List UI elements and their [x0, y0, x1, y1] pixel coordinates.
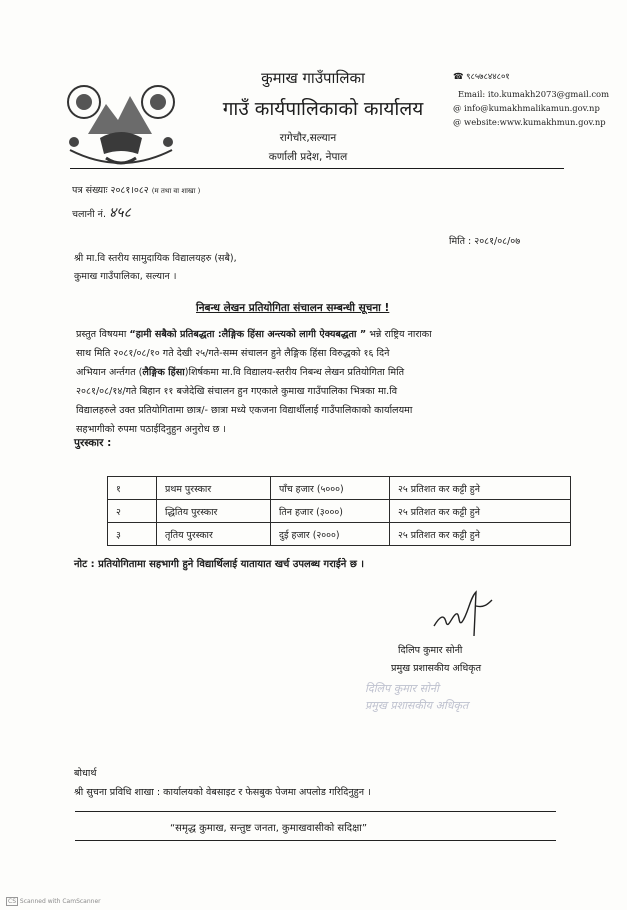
letter-number [72, 183, 200, 196]
handwritten-signature [430, 586, 500, 646]
address-line-2: कर्णाली प्रदेश, नेपाल [268, 151, 348, 163]
stamp-line-1: दिलिप कुमार सोनी [365, 682, 439, 695]
prize-amount: तिन हजार (३०००) [271, 500, 390, 523]
essay-topic: लैङ्गिक हिंसा [142, 367, 185, 378]
body-line: विद्यालहरुले उक्त प्रतियोगितामा छात्र/- छात्रा मध्ये एकजना विद्यार्थीलाई गाउँपालिकाको कार्यालयमा [76, 405, 413, 416]
body-text: अभियान अर्न्तगत ( [76, 367, 143, 378]
scanner-text: Scanned with CamScanner [19, 898, 101, 905]
recipient-line-1: श्री मा.वि स्तरीय सामुदायिक विद्यालयहरु (सबै), [74, 253, 237, 264]
prize-row [108, 500, 571, 523]
email-2: info@kumakhmalikamun.gov.np [464, 103, 600, 113]
dispatch-number [72, 203, 131, 222]
globe-icon: @ [453, 117, 465, 127]
footer-divider-bottom [75, 840, 556, 841]
prize-name: प्रथम पुरस्कार [157, 477, 271, 500]
cc-line: श्री सुचना प्रविधि शाखा : कार्यालयको वेबसाइट र फेसबुक पेजमा अपलोड गरिदिनुहुन । [74, 787, 371, 798]
body-text: भन्ने राष्ट्रिय नाराका [366, 329, 432, 340]
camscanner-icon: CS [8, 898, 16, 905]
dispatch-number-handwritten: ४५८ [109, 205, 131, 221]
at-icon: @ [453, 103, 465, 113]
email-1: Email: ito.kumakh2073@gmail.com [458, 89, 610, 99]
address-line-1: रागेचौर,सल्यान [279, 132, 337, 144]
prize-serial: ३ [108, 523, 157, 546]
office-name: कुमाख गाउँपालिका [261, 69, 365, 87]
phone-row [453, 71, 510, 82]
prize-serial: २ [108, 500, 157, 523]
dispatch-label: चलानी नं. [72, 209, 106, 220]
note: नोट : प्रतियोगितामा सहभागी हुने विद्यार्थिलाई यातायात खर्च उपलब्ध गराईने छ । [74, 559, 365, 570]
body-line [76, 363, 563, 382]
subject: निबन्ध लेखन प्रतियोगिता संचालन सम्बन्धी सूचना ! [196, 302, 390, 314]
body-line: सहभागीको रुपमा पठाईदिनुहुन अनुरोध छ । [76, 424, 227, 435]
body-text: )शिर्षकमा मा.वि विद्यालय-स्तरीय निबन्ध लेखन प्रतियोगिता मिति [184, 367, 405, 378]
prize-amount: दुई हजार (२०००) [271, 523, 390, 546]
prize-tax-note: २५ प्रतिशत कर कट्टी हुने [390, 523, 571, 546]
body-line: २०८१/०८/१४/गते बिहान ११ बजेदेखि संचालन हुन गएकाले कुमाख गाउँपालिका भित्रका मा.वि [76, 386, 398, 397]
website: website:www.kumakhmun.gov.np [464, 117, 606, 127]
cc-label: बोधार्थ [74, 768, 97, 779]
footer-motto: “समृद्ध कुमाख, सन्तुष्ट जनता, कुमाखवासीको सदिक्षा” [170, 823, 368, 834]
scanner-watermark [6, 897, 101, 906]
footer-divider-top [75, 811, 556, 812]
campaign-slogan: “हामी सबैको प्रतिबद्धता :लैङ्गिक हिंसा अन्त्यको लागी ऐक्यबद्धता ” [129, 329, 367, 340]
website-row [453, 117, 606, 127]
letter-number-suffix: (म तथा वा शाखा ) [151, 187, 201, 195]
body-paragraph [76, 325, 563, 439]
body-line: साथ मिति २०८१/०८/१० गते देखी २५/गते-सम्म संचालन हुने लैङ्गिक हिंसा विरुद्धको १६ दिने [76, 348, 390, 359]
prizes-label: पुरस्कार : [74, 437, 112, 449]
prize-amount: पाँच हजार (५०००) [271, 477, 390, 500]
signatory-designation: प्रमुख प्रशासकीय अधिकृत [391, 663, 482, 674]
phone-number: ९८५७८४४८०१ [466, 71, 510, 81]
recipient-line-2: कुमाख गाउँपालिका, सल्यान । [74, 271, 177, 282]
prize-serial: १ [108, 477, 157, 500]
office-subtitle: गाउँ कार्यपालिकाको कार्यालय [222, 98, 424, 120]
header-divider [70, 168, 564, 169]
phone-icon: ☎ [453, 71, 467, 81]
signatory-name: दिलिप कुमार सोनी [398, 645, 463, 656]
prize-tax-note: २५ प्रतिशत कर कट्टी हुने [390, 477, 571, 500]
letter-number-label: पत्र संख्याः २०८१।०८२ [72, 185, 149, 196]
prize-name: तृतिय पुरस्कार [157, 523, 271, 546]
stamp-line-2: प्रमुख प्रशासकीय अधिकृत [365, 699, 469, 712]
prize-row [108, 523, 571, 546]
prize-name: द्धितिय पुरस्कार [157, 500, 271, 523]
prize-table [107, 476, 571, 546]
body-text: प्रस्तुत विषयमा [76, 329, 130, 340]
email-2-row [453, 103, 600, 113]
prize-row [108, 477, 571, 500]
nepal-emblem-logo [60, 72, 182, 172]
letter-date: मिति : २०८१/०८/०७ [449, 236, 521, 247]
body-line [76, 325, 563, 344]
prize-tax-note: २५ प्रतिशत कर कट्टी हुने [390, 500, 571, 523]
